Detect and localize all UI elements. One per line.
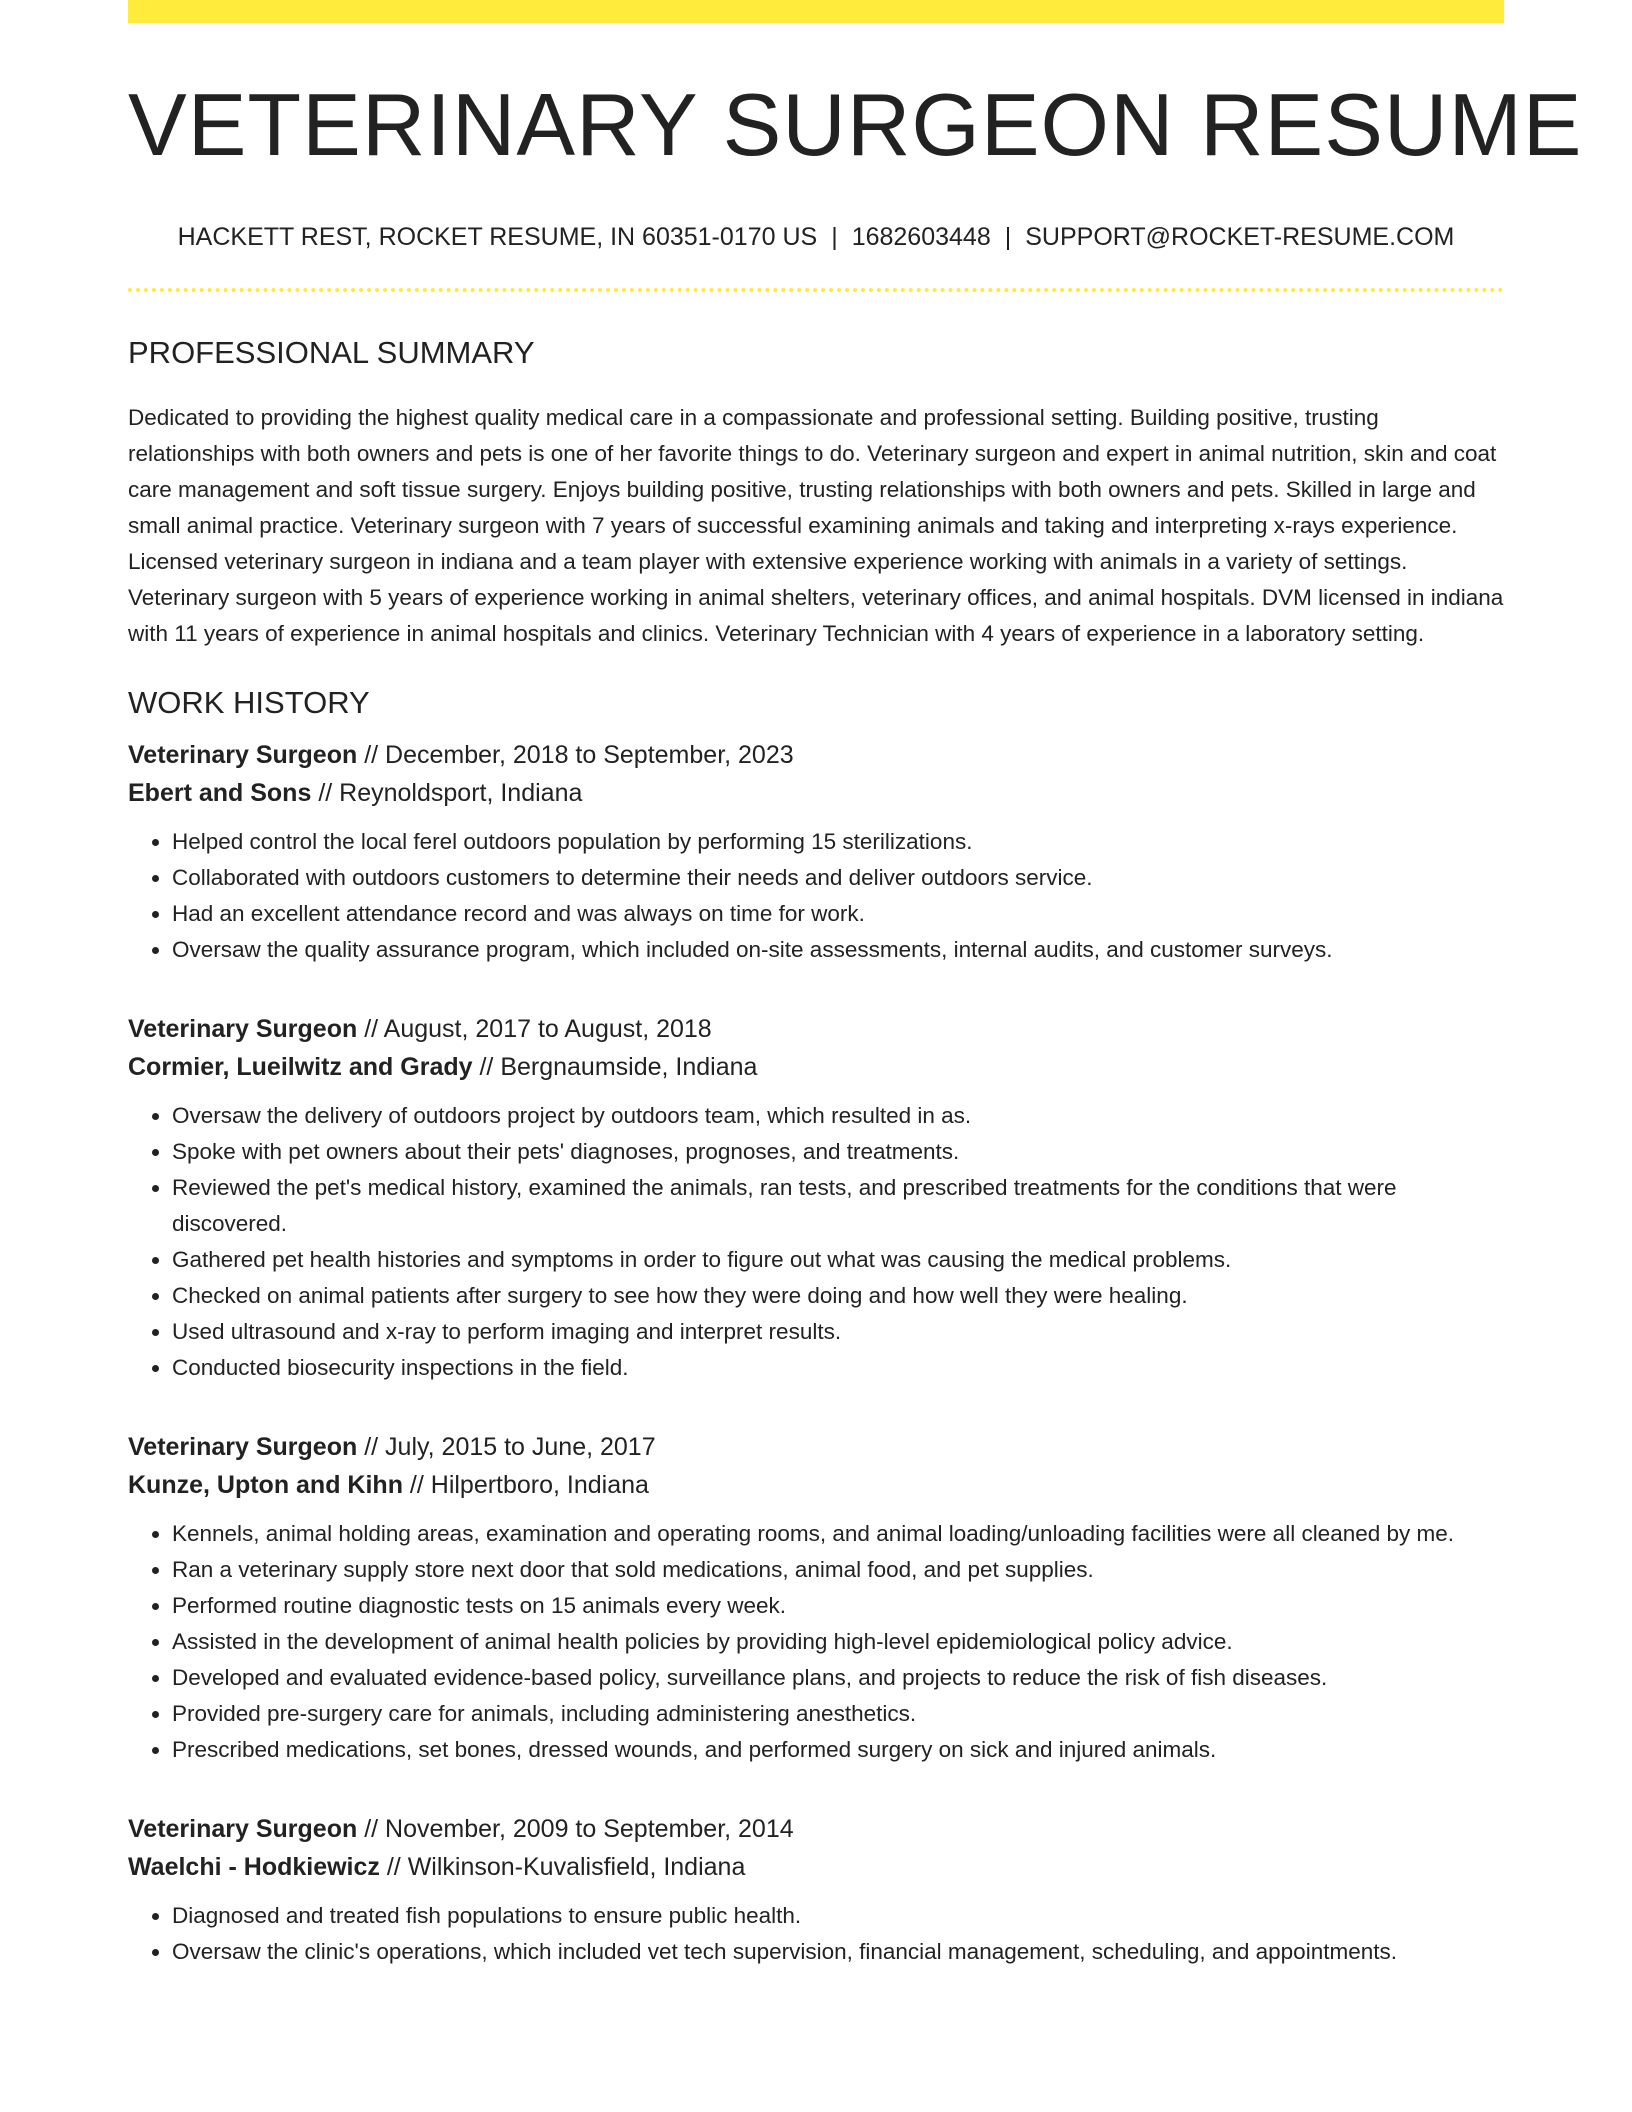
job-company: Waelchi - Hodkiewicz (128, 1853, 380, 1882)
job-title: Veterinary Surgeon (128, 1433, 358, 1462)
resume-page (128, 0, 1583, 1970)
job-entry (128, 1428, 1504, 1768)
job-bullet: • Used ultrasound and x-ray to perform imaging and interpret results. (172, 1314, 1504, 1350)
job-title: Veterinary Surgeon (128, 1815, 358, 1844)
resume-title: VETERINARY SURGEON RESUME (128, 75, 1583, 174)
contact-separator: | (831, 223, 838, 251)
job-title: Veterinary Surgeon (128, 1015, 358, 1044)
job-company-line (128, 1048, 1504, 1086)
job-bullet: • Reviewed the pet's medical history, examined the animals, ran tests, and prescribed treatments for the conditions that were discovered. (172, 1170, 1504, 1242)
job-bullet: • Oversaw the quality assurance program, which included on-site assessments, internal audits, and customer surveys. (172, 932, 1504, 968)
job-title-line (128, 1428, 1504, 1466)
job-bullet: • Spoke with pet owners about their pets' diagnoses, prognoses, and treatments. (172, 1134, 1504, 1170)
job-dates: // November, 2009 to September, 2014 (364, 1815, 794, 1844)
contact-address: HACKETT REST, ROCKET RESUME, IN 60351-0170 US (177, 223, 818, 251)
job-location: // Bergnaumside, Indiana (479, 1053, 758, 1082)
job-bullets (128, 1098, 1504, 1386)
job-bullet: • Collaborated with outdoors customers to determine their needs and deliver outdoors service. (172, 860, 1504, 896)
contact-phone: 1682603448 (851, 223, 991, 251)
job-bullets (128, 824, 1504, 968)
accent-bar (128, 0, 1504, 23)
job-title-line (128, 1810, 1504, 1848)
job-list (128, 736, 1504, 1970)
contact-email: SUPPORT@ROCKET-RESUME.COM (1025, 223, 1455, 251)
job-entry (128, 1010, 1504, 1386)
job-bullet: • Checked on animal patients after surgery to see how they were doing and how well they were healing. (172, 1278, 1504, 1314)
job-title: Veterinary Surgeon (128, 741, 358, 770)
job-bullet: • Kennels, animal holding areas, examination and operating rooms, and animal loading/unloading facilities were all cleaned by me. (172, 1516, 1504, 1552)
job-company-line (128, 1466, 1504, 1504)
summary-heading: PROFESSIONAL SUMMARY (128, 335, 535, 370)
job-company-line (128, 774, 1504, 812)
job-bullet: • Helped control the local ferel outdoors population by performing 15 sterilizations. (172, 824, 1504, 860)
job-bullet: • Had an excellent attendance record and was always on time for work. (172, 896, 1504, 932)
job-title-line (128, 736, 1504, 774)
job-bullet: • Oversaw the clinic's operations, which included vet tech supervision, financial management, scheduling, and appointments. (172, 1934, 1504, 1970)
job-location: // Hilpertboro, Indiana (409, 1471, 649, 1500)
job-bullet: • Gathered pet health histories and symptoms in order to figure out what was causing the medical problems. (172, 1242, 1504, 1278)
job-bullet: • Developed and evaluated evidence-based policy, surveillance plans, and projects to reduce the risk of fish diseases. (172, 1660, 1504, 1696)
job-entry (128, 736, 1504, 968)
job-bullets (128, 1898, 1504, 1970)
job-title-line (128, 1010, 1504, 1048)
contact-separator: | (1004, 223, 1012, 251)
contact-line (128, 223, 1504, 252)
job-location: // Reynoldsport, Indiana (318, 779, 583, 808)
job-company: Cormier, Lueilwitz and Grady (128, 1053, 473, 1082)
job-bullet: • Provided pre-surgery care for animals, including administering anesthetics. (172, 1696, 1504, 1732)
job-company-line (128, 1848, 1504, 1886)
job-bullet: • Conducted biosecurity inspections in the field. (172, 1350, 1504, 1386)
job-bullet: • Diagnosed and treated fish populations to ensure public health. (172, 1898, 1504, 1934)
job-dates: // December, 2018 to September, 2023 (364, 741, 794, 770)
job-bullet: • Ran a veterinary supply store next door that sold medications, animal food, and pet supplies. (172, 1552, 1504, 1588)
job-bullet: • Assisted in the development of animal health policies by providing high-level epidemiological policy advice. (172, 1624, 1504, 1660)
job-dates: // August, 2017 to August, 2018 (364, 1015, 712, 1044)
job-bullets (128, 1516, 1504, 1768)
job-dates: // July, 2015 to June, 2017 (364, 1433, 656, 1462)
job-bullet: • Performed routine diagnostic tests on 15 animals every week. (172, 1588, 1504, 1624)
work-history-heading: WORK HISTORY (128, 685, 370, 721)
job-location: // Wilkinson-Kuvalisfield, Indiana (386, 1853, 746, 1882)
job-company: Kunze, Upton and Kihn (128, 1471, 403, 1500)
summary-text: Dedicated to providing the highest quality medical care in a compassionate and professional setting. Building positive, trusting relationships with both owners and pets is one of her favorite things to do. Veterinary surgeon and expert in animal nutrition, skin and coat care management and soft tissue surgery. Enjoys building positive, trusting relationships with both owners and pets. Skilled in large and small animal practice. Veterinary surgeon with 7 years of successful examining animals and taking and interpreting x-rays experience. Licensed veterinary surgeon in indiana and a team player with extensive experience working with animals in a variety of settings. Veterinary surgeon with 5 years of experience working in animal shelters, veterinary offices, and animal hospitals. DVM licensed in indiana with 11 years of experience in animal hospitals and clinics. Veterinary Technician with 4 years of experience in a laboratory setting. (128, 405, 1504, 647)
job-entry (128, 1810, 1504, 1970)
job-bullet: • Oversaw the delivery of outdoors project by outdoors team, which resulted in as. (172, 1098, 1504, 1134)
dotted-divider (128, 288, 1504, 292)
job-bullet: • Prescribed medications, set bones, dressed wounds, and performed surgery on sick and injured animals. (172, 1732, 1504, 1768)
job-company: Ebert and Sons (128, 779, 312, 808)
